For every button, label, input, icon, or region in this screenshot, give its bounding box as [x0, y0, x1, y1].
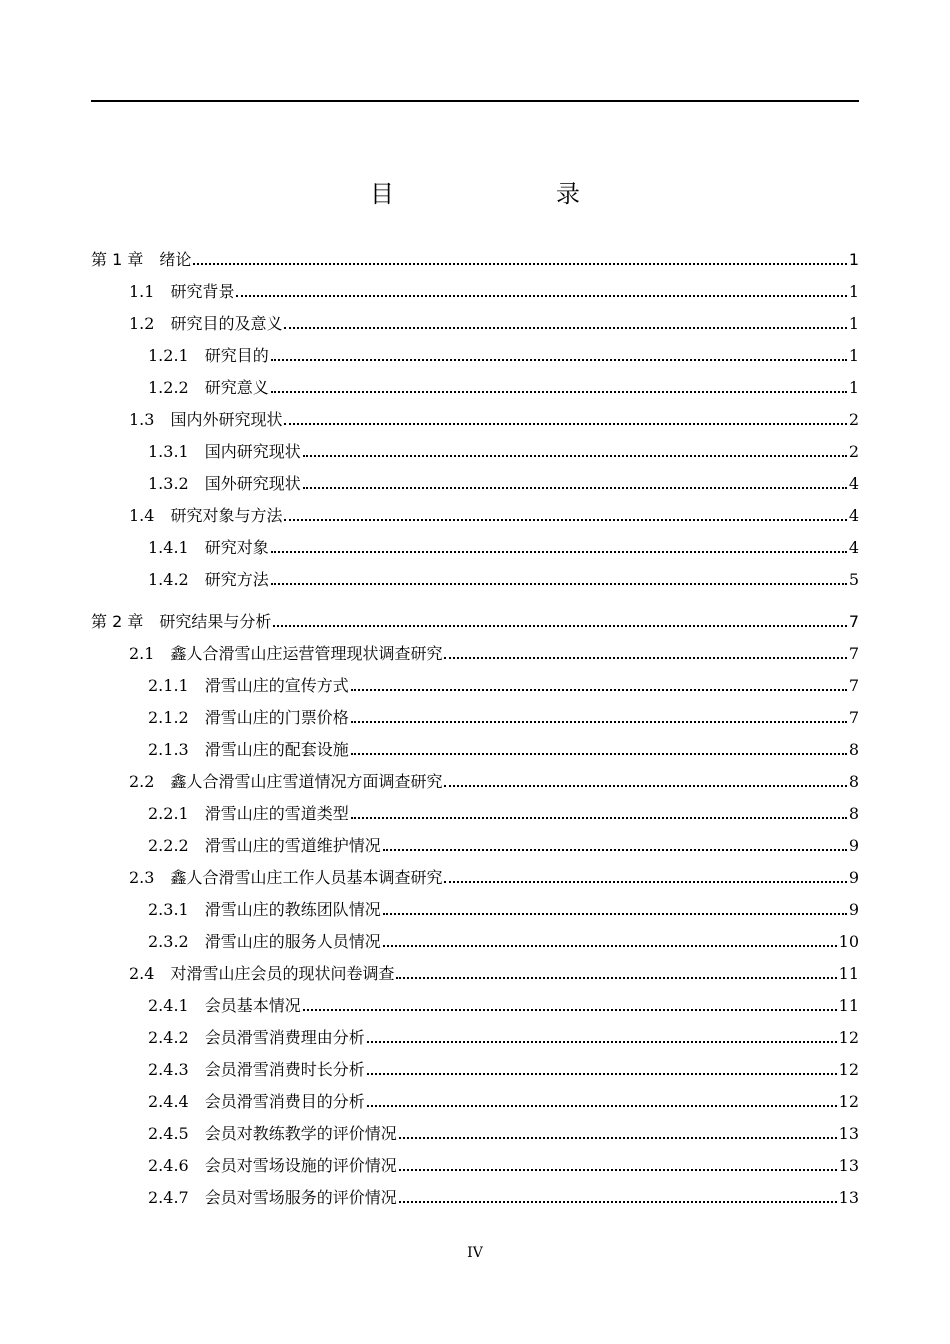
toc-entry-number: 1.3.1	[148, 442, 189, 461]
toc-entry[interactable]	[148, 1152, 859, 1176]
toc-entry-title: 研究意义	[204, 378, 269, 397]
toc-entry-number: 第 2 章	[91, 612, 144, 631]
toc-entry-title: 滑雪山庄的雪道维护情况	[204, 836, 381, 855]
toc-entry-page: 11	[838, 996, 859, 1015]
toc-entry-number: 1.2.2	[148, 378, 189, 397]
toc-entry-number: 2.2.1	[148, 804, 189, 823]
toc-entry-number: 2.3.1	[148, 900, 189, 919]
toc-dot-leader	[351, 753, 847, 755]
toc-entry[interactable]	[129, 406, 859, 430]
toc-dot-leader	[399, 1201, 837, 1203]
toc-entry-page: 13	[838, 1188, 859, 1207]
toc-entry-page: 1	[848, 250, 859, 269]
toc-entry-number: 2.4.3	[148, 1060, 189, 1079]
toc-dot-leader	[444, 785, 846, 787]
toc-entry-title: 鑫人合滑雪山庄运营管理现状调查研究	[170, 644, 443, 663]
toc-entry-page: 8	[848, 772, 859, 791]
toc-entry[interactable]	[129, 278, 859, 302]
toc-entry-number: 2.4.7	[148, 1188, 189, 1207]
toc-entry[interactable]	[148, 438, 859, 462]
toc-entry-number: 1.4.2	[148, 570, 189, 589]
toc-entry-title: 研究对象与方法	[170, 506, 283, 525]
toc-entry-title: 会员基本情况	[204, 996, 301, 1015]
toc-entry-number: 2.2.2	[148, 836, 189, 855]
toc-entry-number: 2.1.2	[148, 708, 189, 727]
toc-entry-number: 1.2	[129, 314, 155, 333]
toc-entry-title: 会员滑雪消费理由分析	[204, 1028, 365, 1047]
page-number: IV	[467, 1245, 483, 1261]
toc-entry-title: 滑雪山庄的服务人员情况	[204, 932, 381, 951]
toc-entry-page: 12	[838, 1060, 859, 1079]
toc-entry-page: 10	[838, 932, 859, 951]
toc-entry-number: 1.4	[129, 506, 155, 525]
toc-entry-title: 绪论	[159, 250, 192, 269]
toc-entry-page: 7	[848, 708, 859, 727]
toc-dot-leader	[396, 977, 836, 979]
toc-entry-page: 2	[848, 442, 859, 461]
toc-entry-page: 7	[848, 612, 859, 631]
toc-dot-leader	[383, 945, 837, 947]
toc-entry-number: 2.4.6	[148, 1156, 189, 1175]
toc-entry-title: 研究结果与分析	[159, 612, 272, 631]
toc-dot-leader	[444, 881, 846, 883]
toc-entry[interactable]	[148, 704, 859, 728]
toc-entry[interactable]	[129, 640, 859, 664]
toc-entry-title: 鑫人合滑雪山庄工作人员基本调查研究	[170, 868, 443, 887]
toc-entry[interactable]	[148, 1056, 859, 1080]
toc-entry[interactable]	[148, 1120, 859, 1144]
toc-entry-number: 2.3	[129, 868, 155, 887]
toc-entry-number: 2.1.3	[148, 740, 189, 759]
toc-entry[interactable]	[148, 832, 859, 856]
toc-entry[interactable]	[148, 1024, 859, 1048]
toc-entry[interactable]	[148, 896, 859, 920]
toc-entry-number: 1.2.1	[148, 346, 189, 365]
toc-chapter-entry[interactable]	[91, 246, 859, 270]
toc-entry-page: 4	[848, 506, 859, 525]
toc-dot-leader	[236, 295, 846, 297]
toc-entry-title: 滑雪山庄的雪道类型	[204, 804, 349, 823]
toc-entry-number: 1.4.1	[148, 538, 189, 557]
toc-entry-number: 2.2	[129, 772, 155, 791]
toc-entry-title: 滑雪山庄的门票价格	[204, 708, 349, 727]
toc-entry[interactable]	[129, 502, 859, 526]
toc-entry[interactable]	[148, 534, 859, 558]
toc-entry-page: 9	[848, 836, 859, 855]
toc-entry-number: 2.4	[129, 964, 155, 983]
toc-entry-title: 会员对教练教学的评价情况	[204, 1124, 397, 1143]
toc-entry-page: 13	[838, 1124, 859, 1143]
toc-entry-page: 5	[848, 570, 859, 589]
toc-entry[interactable]	[148, 736, 859, 760]
toc-dot-leader	[383, 849, 847, 851]
toc-entry-title: 滑雪山庄的宣传方式	[204, 676, 349, 695]
toc-entry[interactable]	[148, 1088, 859, 1112]
toc-entry-page: 11	[838, 964, 859, 983]
toc-entry-title: 会员对雪场设施的评价情况	[204, 1156, 397, 1175]
toc-entry-page: 7	[848, 676, 859, 695]
toc-entry[interactable]	[148, 566, 859, 590]
toc-entry-number: 第 1 章	[91, 250, 144, 269]
toc-entry-number: 2.3.2	[148, 932, 189, 951]
toc-dot-leader	[271, 359, 847, 361]
toc-dot-leader	[271, 391, 847, 393]
toc-entry-page: 7	[848, 644, 859, 663]
toc-entry-number: 1.1	[129, 282, 155, 301]
toc-dot-leader	[303, 1009, 837, 1011]
toc-dot-leader	[367, 1073, 837, 1075]
toc-entry-page: 12	[838, 1028, 859, 1047]
toc-entry-title: 国内研究现状	[204, 442, 301, 461]
toc-entry-title: 鑫人合滑雪山庄雪道情况方面调查研究	[170, 772, 443, 791]
toc-dot-leader	[383, 913, 847, 915]
toc-dot-leader	[284, 519, 846, 521]
toc-entry-title: 国内外研究现状	[170, 410, 283, 429]
toc-entry-page: 13	[838, 1156, 859, 1175]
toc-entry-page: 1	[848, 346, 859, 365]
toc-entry-number: 2.4.4	[148, 1092, 189, 1111]
toc-dot-leader	[351, 817, 847, 819]
toc-dot-leader	[399, 1137, 837, 1139]
toc-entry[interactable]	[148, 470, 859, 494]
toc-dot-leader	[351, 721, 847, 723]
toc-entry-title: 研究方法	[204, 570, 269, 589]
toc-entry[interactable]	[148, 672, 859, 696]
toc-dot-leader	[303, 487, 847, 489]
toc-entry-number: 2.1	[129, 644, 155, 663]
toc-entry-title: 对滑雪山庄会员的现状问卷调查	[170, 964, 395, 983]
toc-dot-leader	[351, 689, 847, 691]
toc-dot-leader	[284, 423, 846, 425]
toc-entry-number: 1.3.2	[148, 474, 189, 493]
toc-dot-leader	[193, 263, 846, 265]
toc-entry-page: 8	[848, 740, 859, 759]
toc-entry-page: 2	[848, 410, 859, 429]
toc-entry-title: 会员对雪场服务的评价情况	[204, 1188, 397, 1207]
toc-entry-title: 滑雪山庄的教练团队情况	[204, 900, 381, 919]
toc-entry-title: 研究背景	[170, 282, 235, 301]
toc-entry-title: 会员滑雪消费时长分析	[204, 1060, 365, 1079]
toc-entry-page: 4	[848, 538, 859, 557]
toc-dot-leader	[367, 1105, 837, 1107]
toc-entry-number: 2.1.1	[148, 676, 189, 695]
toc-entry-number: 2.4.5	[148, 1124, 189, 1143]
toc-entry-page: 1	[848, 378, 859, 397]
toc-dot-leader	[303, 455, 847, 457]
toc-entry[interactable]	[129, 310, 859, 334]
toc-entry[interactable]	[129, 864, 859, 888]
toc-entry[interactable]	[148, 800, 859, 824]
toc-entry[interactable]	[129, 768, 859, 792]
toc-entry-title: 滑雪山庄的配套设施	[204, 740, 349, 759]
toc-entry[interactable]	[148, 374, 859, 398]
toc-entry-page: 1	[848, 314, 859, 333]
toc-entry[interactable]	[148, 1184, 859, 1208]
toc-dot-leader	[444, 657, 846, 659]
toc-dot-leader	[273, 625, 846, 627]
toc-entry-page: 12	[838, 1092, 859, 1111]
toc-entry[interactable]	[148, 992, 859, 1016]
toc-entry-page: 4	[848, 474, 859, 493]
toc-entry-number: 1.3	[129, 410, 155, 429]
toc-entry-page: 9	[848, 868, 859, 887]
toc-entry-title: 国外研究现状	[204, 474, 301, 493]
toc-dot-leader	[284, 327, 846, 329]
toc-dot-leader	[367, 1041, 837, 1043]
toc-title: 目 录	[370, 180, 618, 208]
toc-entry-title: 研究对象	[204, 538, 269, 557]
toc-entry-page: 8	[848, 804, 859, 823]
toc-chapter-entry[interactable]	[91, 608, 859, 632]
toc-dot-leader	[399, 1169, 837, 1171]
toc-dot-leader	[271, 551, 847, 553]
toc-entry-number: 2.4.2	[148, 1028, 189, 1047]
toc-entry-page: 9	[848, 900, 859, 919]
toc-dot-leader	[271, 583, 847, 585]
toc-entry-number: 2.4.1	[148, 996, 189, 1015]
toc-entry[interactable]	[148, 928, 859, 952]
toc-entry-title: 研究目的	[204, 346, 269, 365]
toc-entry-page: 1	[848, 282, 859, 301]
toc-entry[interactable]	[129, 960, 859, 984]
toc-entry-title: 研究目的及意义	[170, 314, 283, 333]
toc-entry[interactable]	[148, 342, 859, 366]
toc-entry-title: 会员滑雪消费目的分析	[204, 1092, 365, 1111]
